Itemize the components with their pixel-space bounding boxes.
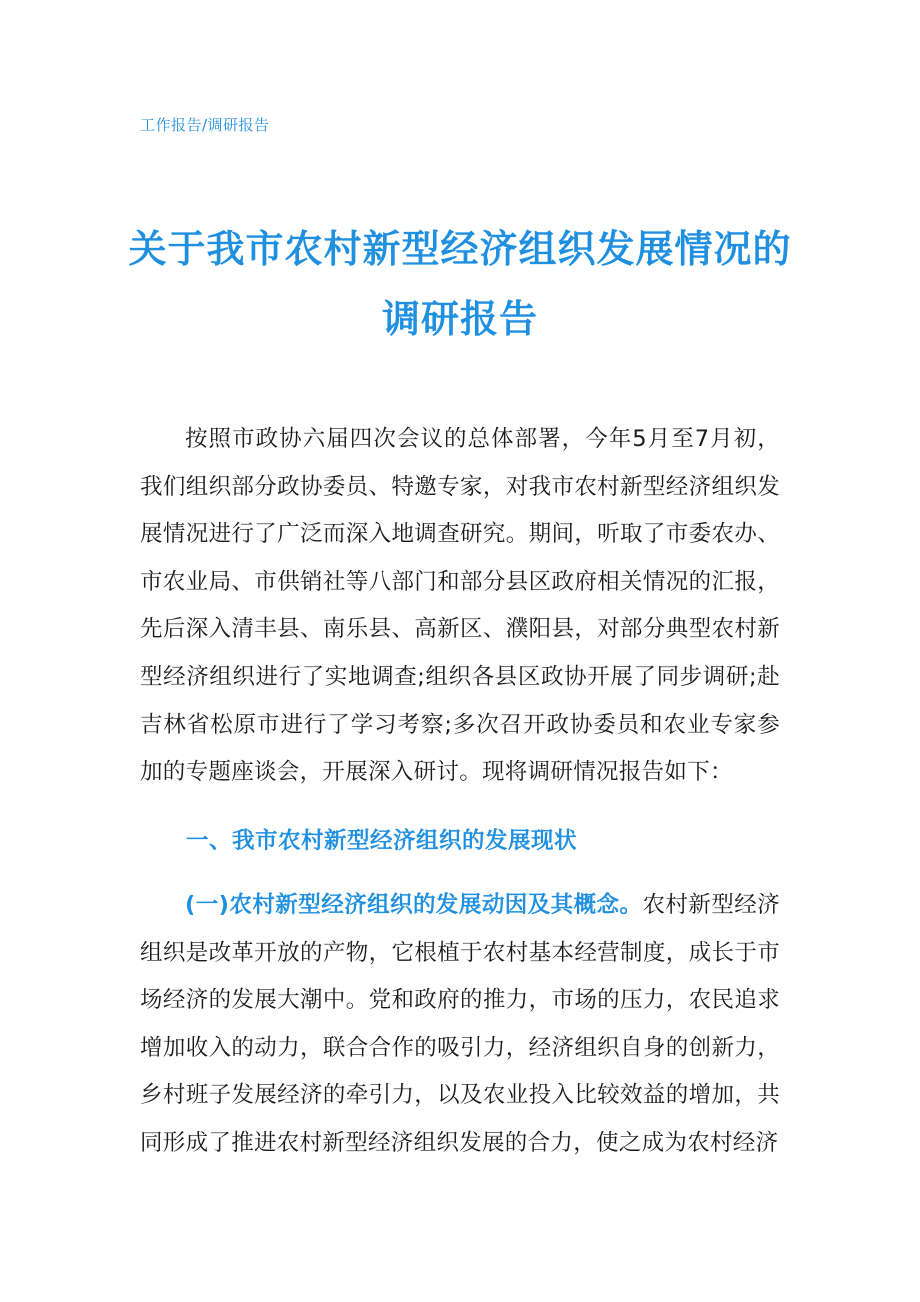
document-title: 关于我市农村新型经济组织发展情况的调研报告	[128, 227, 792, 341]
section-heading: 一、我市农村新型经济组织的发展现状	[186, 828, 578, 854]
subsection-heading: (一)农村新型经济组织的发展动因及其概念。	[185, 892, 643, 918]
body-paragraph	[140, 882, 780, 1168]
breadcrumb[interactable]: 工作报告/调研报告	[140, 116, 270, 134]
subsection-body: 农村新型经济组织是改革开放的产物，它根植于农村基本经营制度，成长于市场经济的发展大潮中。党和政府的推力，市场的压力，农民追求增加收入的动力，联合合作的吸引力，经济组织自身的创新力，乡村班子发展经济的牵引力，以及农业投入比较效益的增加，共同形成了推进农村新型经济组织发展的合力，使之成为农村经济	[140, 892, 780, 1156]
intro-paragraph: 按照市政协六届四次会议的总体部署，今年5月至7月初，我们组织部分政协委员、特邀专家，对我市农村新型经济组织发展情况进行了广泛而深入地调查研究。期间，听取了市委农办、市农业局、市供销社等八部门和部分县区政府相关情况的汇报，先后深入清丰县、南乐县、高新区、濮阳县，对部分典型农村新型经济组织进行了实地调查;组织各县区政协开展了同步调研;赴吉林省松原市进行了学习考察;多次召开政协委员和农业专家参加的专题座谈会，开展深入研讨。现将调研情况报告如下：	[140, 426, 780, 786]
